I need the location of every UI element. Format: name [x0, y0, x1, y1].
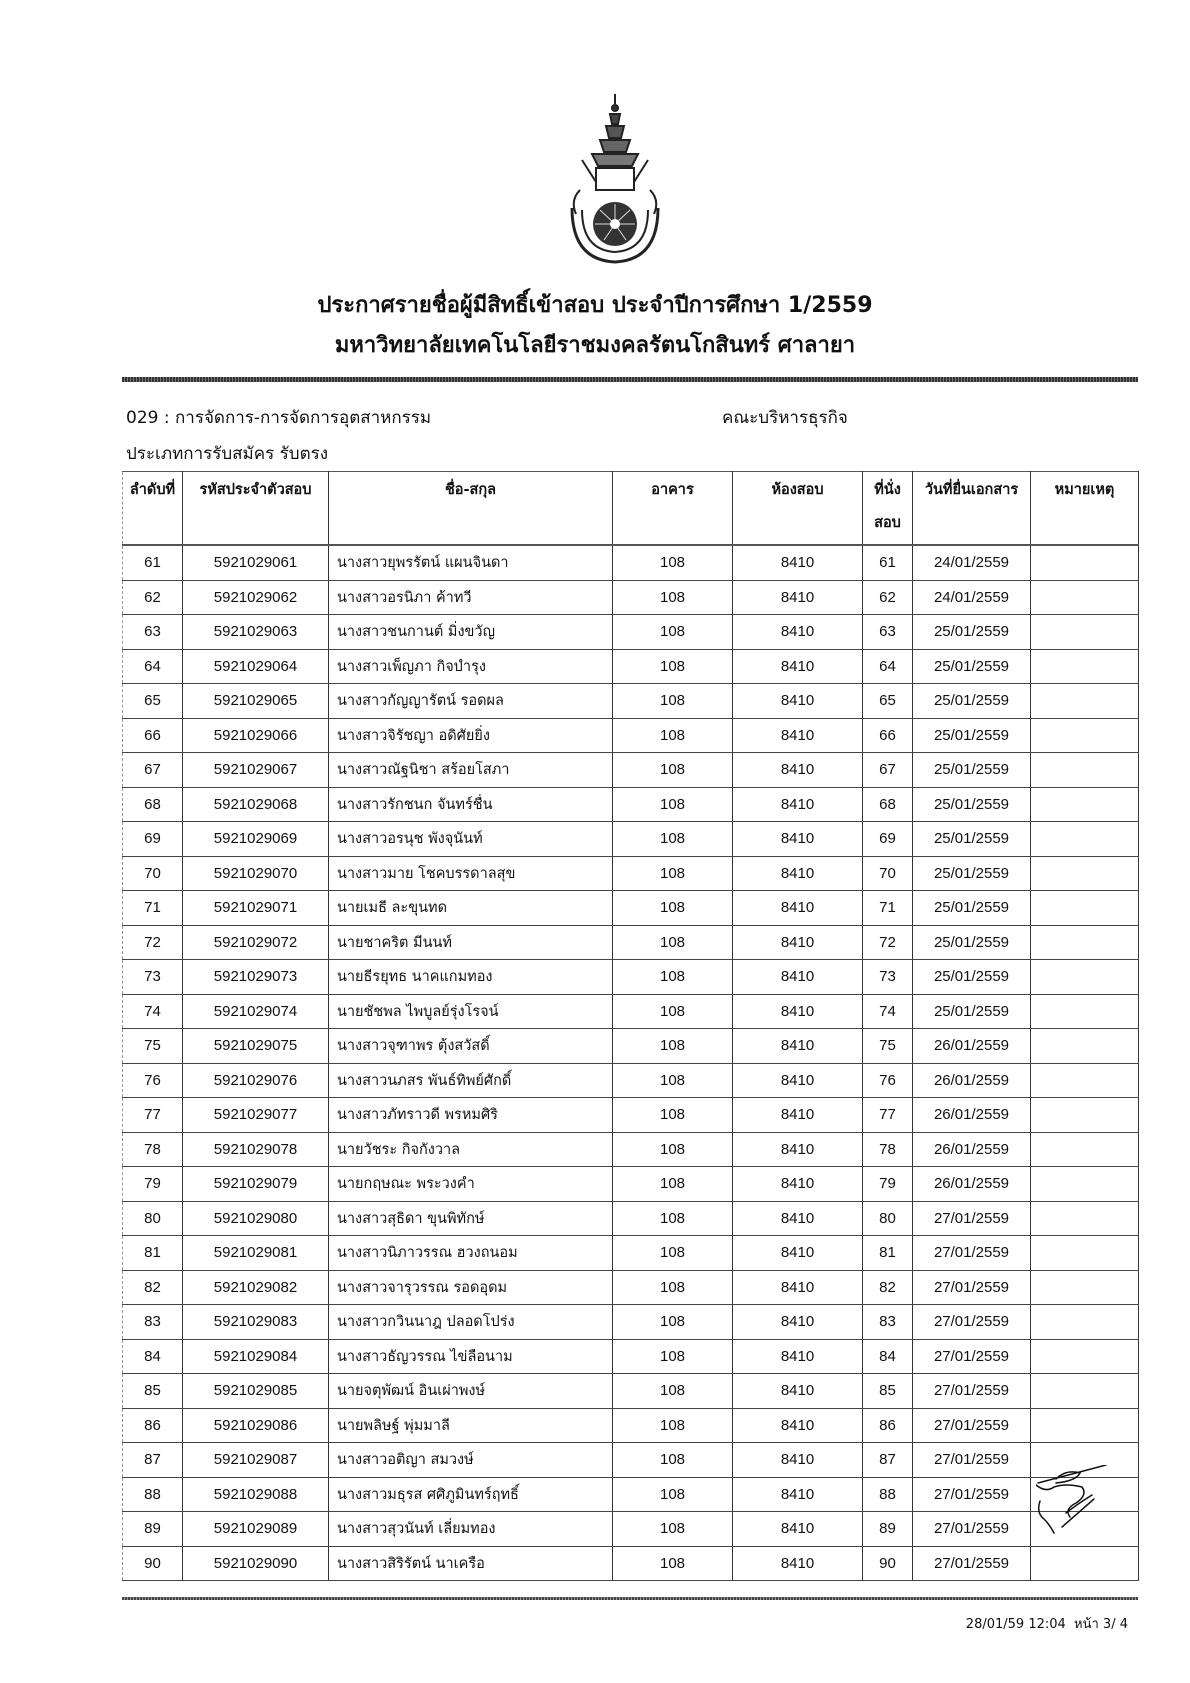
row-submit-date: 25/01/2559 [913, 753, 1031, 788]
row-exam-id: 5921029072 [183, 925, 329, 960]
row-building: 108 [613, 1167, 733, 1202]
row-name: นางสาวกัญญารัตน์ รอดผล [329, 684, 613, 719]
row-room: 8410 [733, 1512, 863, 1547]
row-exam-id: 5921029071 [183, 891, 329, 926]
row-remark [1031, 1408, 1139, 1443]
row-name: นายกฤษณะ พระวงคำ [329, 1167, 613, 1202]
row-index: 88 [123, 1477, 183, 1512]
row-submit-date: 25/01/2559 [913, 960, 1031, 995]
row-room: 8410 [733, 994, 863, 1029]
row-building: 108 [613, 1339, 733, 1374]
row-name: นางสาวอรนุช พังจุนันท์ [329, 822, 613, 857]
row-exam-id: 5921029089 [183, 1512, 329, 1547]
row-index: 62 [123, 580, 183, 615]
row-remark [1031, 1546, 1139, 1581]
row-building: 108 [613, 1443, 733, 1478]
row-seat: 74 [863, 994, 913, 1029]
row-name: นางสาวจารุวรรณ รอดอุดม [329, 1270, 613, 1305]
row-building: 108 [613, 856, 733, 891]
row-submit-date: 26/01/2559 [913, 1063, 1031, 1098]
row-remark [1031, 856, 1139, 891]
row-building: 108 [613, 1098, 733, 1133]
university-name: มหาวิทยาลัยเทคโนโลยีราชมงคลรัตนโกสินทร์ ศาลายา [334, 333, 856, 358]
row-seat: 86 [863, 1408, 913, 1443]
row-index: 73 [123, 960, 183, 995]
row-remark [1031, 718, 1139, 753]
table-row [123, 1512, 1139, 1547]
university-emblem-icon [560, 90, 670, 270]
row-exam-id: 5921029075 [183, 1029, 329, 1064]
row-name: นางสาวธัญวรรณ ไข่ลือนาม [329, 1339, 613, 1374]
table-row [123, 1270, 1139, 1305]
row-name: นางสาวมธุรส ศศิภูมินทร์ฤทธิ์ [329, 1477, 613, 1512]
row-room: 8410 [733, 925, 863, 960]
row-building: 108 [613, 1270, 733, 1305]
row-room: 8410 [733, 960, 863, 995]
row-name: นางสาวสุธิดา ขุนพิทักษ์ [329, 1201, 613, 1236]
header-room: ห้องสอบ [733, 472, 863, 546]
row-remark [1031, 580, 1139, 615]
row-building: 108 [613, 1408, 733, 1443]
row-name: นายธีรยุทธ นาคแกมทอง [329, 960, 613, 995]
row-submit-date: 25/01/2559 [913, 856, 1031, 891]
header-index: ลำดับที่ [123, 472, 183, 546]
row-submit-date: 26/01/2559 [913, 1029, 1031, 1064]
row-index: 86 [123, 1408, 183, 1443]
row-name: นางสาวนภสร พันธ์ทิพย์ศักดิ์ [329, 1063, 613, 1098]
row-remark [1031, 994, 1139, 1029]
print-timestamp: 28/01/59 12:04 [965, 1617, 1066, 1632]
row-exam-id: 5921029066 [183, 718, 329, 753]
row-exam-id: 5921029090 [183, 1546, 329, 1581]
row-index: 77 [123, 1098, 183, 1133]
row-exam-id: 5921029069 [183, 822, 329, 857]
row-seat: 84 [863, 1339, 913, 1374]
row-index: 80 [123, 1201, 183, 1236]
row-submit-date: 25/01/2559 [913, 718, 1031, 753]
row-submit-date: 27/01/2559 [913, 1305, 1031, 1340]
row-exam-id: 5921029082 [183, 1270, 329, 1305]
row-name: นางสาวสุวนันท์ เลี่ยมทอง [329, 1512, 613, 1547]
row-room: 8410 [733, 753, 863, 788]
table-row [123, 1201, 1139, 1236]
row-index: 67 [123, 753, 183, 788]
row-building: 108 [613, 1374, 733, 1409]
row-building: 108 [613, 1236, 733, 1271]
row-room: 8410 [733, 891, 863, 926]
table-row [123, 1236, 1139, 1271]
row-building: 108 [613, 787, 733, 822]
table-row [123, 960, 1139, 995]
row-seat: 85 [863, 1374, 913, 1409]
row-room: 8410 [733, 1167, 863, 1202]
row-remark [1031, 1236, 1139, 1271]
row-index: 66 [123, 718, 183, 753]
row-room: 8410 [733, 822, 863, 857]
row-exam-id: 5921029062 [183, 580, 329, 615]
row-exam-id: 5921029085 [183, 1374, 329, 1409]
row-exam-id: 5921029087 [183, 1443, 329, 1478]
table-row [123, 822, 1139, 857]
row-index: 72 [123, 925, 183, 960]
row-seat: 82 [863, 1270, 913, 1305]
admission-type-label: ประเภทการรับสมัคร รับตรง [126, 444, 329, 464]
row-building: 108 [613, 960, 733, 995]
table-row [123, 684, 1139, 719]
row-submit-date: 25/01/2559 [913, 649, 1031, 684]
row-room: 8410 [733, 787, 863, 822]
table-row [123, 1132, 1139, 1167]
row-seat: 69 [863, 822, 913, 857]
header-exam-id: รหัสประจำตัวสอบ [183, 472, 329, 546]
row-remark [1031, 1132, 1139, 1167]
table-row [123, 753, 1139, 788]
row-exam-id: 5921029064 [183, 649, 329, 684]
row-exam-id: 5921029084 [183, 1339, 329, 1374]
row-building: 108 [613, 994, 733, 1029]
row-exam-id: 5921029088 [183, 1477, 329, 1512]
row-exam-id: 5921029073 [183, 960, 329, 995]
row-exam-id: 5921029068 [183, 787, 329, 822]
row-index: 78 [123, 1132, 183, 1167]
row-building: 108 [613, 1132, 733, 1167]
row-exam-id: 5921029083 [183, 1305, 329, 1340]
row-name: นางสาวนิภาวรรณ ฮวงถนอม [329, 1236, 613, 1271]
table-row [123, 1339, 1139, 1374]
row-index: 76 [123, 1063, 183, 1098]
table-row [123, 1098, 1139, 1133]
row-building: 108 [613, 822, 733, 857]
row-submit-date: 26/01/2559 [913, 1132, 1031, 1167]
row-exam-id: 5921029074 [183, 994, 329, 1029]
row-submit-date: 24/01/2559 [913, 545, 1031, 580]
row-name: นางสาวอติญา สมวงษ์ [329, 1443, 613, 1478]
header-remark: หมายเหตุ [1031, 472, 1139, 546]
table-row [123, 1063, 1139, 1098]
row-building: 108 [613, 1546, 733, 1581]
row-name: นางสาวณัฐนิชา สร้อยโสภา [329, 753, 613, 788]
row-exam-id: 5921029077 [183, 1098, 329, 1133]
row-exam-id: 5921029079 [183, 1167, 329, 1202]
row-room: 8410 [733, 1546, 863, 1581]
row-index: 81 [123, 1236, 183, 1271]
header-divider [122, 377, 1138, 382]
row-index: 68 [123, 787, 183, 822]
row-name: นางสาวชนกานต์ มิ่งขวัญ [329, 615, 613, 650]
row-index: 84 [123, 1339, 183, 1374]
row-room: 8410 [733, 1408, 863, 1443]
row-room: 8410 [733, 1236, 863, 1271]
row-index: 89 [123, 1512, 183, 1547]
row-building: 108 [613, 753, 733, 788]
row-seat: 67 [863, 753, 913, 788]
row-room: 8410 [733, 1201, 863, 1236]
header-name: ชื่อ-สกุล [329, 472, 613, 546]
row-building: 108 [613, 1477, 733, 1512]
row-seat: 68 [863, 787, 913, 822]
row-room: 8410 [733, 1339, 863, 1374]
row-remark [1031, 787, 1139, 822]
row-building: 108 [613, 1063, 733, 1098]
table-row [123, 856, 1139, 891]
row-remark [1031, 1029, 1139, 1064]
header-seat-line2: สอบ [874, 515, 901, 531]
row-index: 61 [123, 545, 183, 580]
row-name: นายจตุพัฒน์ อินเผ่าพงษ์ [329, 1374, 613, 1409]
row-remark [1031, 1167, 1139, 1202]
row-remark [1031, 822, 1139, 857]
row-exam-id: 5921029080 [183, 1201, 329, 1236]
row-exam-id: 5921029078 [183, 1132, 329, 1167]
row-name: นายชัชพล ไพบูลย์รุ่งโรจน์ [329, 994, 613, 1029]
examinee-table [122, 471, 1139, 1581]
row-submit-date: 27/01/2559 [913, 1546, 1031, 1581]
row-name: นายเมธี ละขุนทด [329, 891, 613, 926]
row-submit-date: 26/01/2559 [913, 1098, 1031, 1133]
row-submit-date: 25/01/2559 [913, 891, 1031, 926]
row-submit-date: 25/01/2559 [913, 925, 1031, 960]
row-index: 64 [123, 649, 183, 684]
row-index: 74 [123, 994, 183, 1029]
row-exam-id: 5921029086 [183, 1408, 329, 1443]
row-room: 8410 [733, 615, 863, 650]
row-index: 63 [123, 615, 183, 650]
row-remark [1031, 1339, 1139, 1374]
row-remark [1031, 545, 1139, 580]
row-name: นางสาวภัทราวดี พรหมศิริ [329, 1098, 613, 1133]
row-building: 108 [613, 718, 733, 753]
row-submit-date: 27/01/2559 [913, 1477, 1031, 1512]
row-index: 65 [123, 684, 183, 719]
row-index: 82 [123, 1270, 183, 1305]
row-name: นางสาวเพ็ญภา กิจบำรุง [329, 649, 613, 684]
row-building: 108 [613, 925, 733, 960]
row-remark [1031, 1374, 1139, 1409]
table-header-row [123, 472, 1139, 546]
header-submit-date: วันที่ยื่นเอกสาร [913, 472, 1031, 546]
row-exam-id: 5921029061 [183, 545, 329, 580]
program-label: 029 : การจัดการ-การจัดการอุตสาหกรรม [126, 408, 432, 428]
page-number: หน้า 3/ 4 [1074, 1617, 1128, 1632]
row-room: 8410 [733, 1098, 863, 1133]
row-room: 8410 [733, 1374, 863, 1409]
table-row [123, 925, 1139, 960]
row-index: 83 [123, 1305, 183, 1340]
row-index: 69 [123, 822, 183, 857]
row-remark [1031, 1270, 1139, 1305]
row-room: 8410 [733, 1443, 863, 1478]
row-seat: 73 [863, 960, 913, 995]
row-submit-date: 27/01/2559 [913, 1374, 1031, 1409]
row-seat: 81 [863, 1236, 913, 1271]
table-row [123, 1029, 1139, 1064]
row-room: 8410 [733, 580, 863, 615]
table-row [123, 580, 1139, 615]
table-row [123, 1374, 1139, 1409]
table-row [123, 994, 1139, 1029]
table-row [123, 649, 1139, 684]
table-row [123, 1408, 1139, 1443]
row-remark [1031, 684, 1139, 719]
row-submit-date: 25/01/2559 [913, 615, 1031, 650]
row-submit-date: 27/01/2559 [913, 1270, 1031, 1305]
row-submit-date: 25/01/2559 [913, 994, 1031, 1029]
row-index: 87 [123, 1443, 183, 1478]
row-index: 75 [123, 1029, 183, 1064]
table-row [123, 1167, 1139, 1202]
row-submit-date: 27/01/2559 [913, 1236, 1031, 1271]
row-seat: 90 [863, 1546, 913, 1581]
row-submit-date: 26/01/2559 [913, 1167, 1031, 1202]
header-building: อาคาร [613, 472, 733, 546]
row-submit-date: 25/01/2559 [913, 822, 1031, 857]
row-seat: 63 [863, 615, 913, 650]
table-row [123, 545, 1139, 580]
row-name: นางสาวยุพรรัตน์ แผนจินดา [329, 545, 613, 580]
row-remark [1031, 925, 1139, 960]
row-submit-date: 24/01/2559 [913, 580, 1031, 615]
row-name: นางสาวรักชนก จันทร์ชื่น [329, 787, 613, 822]
row-remark [1031, 753, 1139, 788]
row-seat: 78 [863, 1132, 913, 1167]
header-seat-line1: ที่นั่ง [874, 482, 901, 498]
row-building: 108 [613, 615, 733, 650]
table-row [123, 615, 1139, 650]
row-name: นางสาวกวินนาฎ ปลอดโปร่ง [329, 1305, 613, 1340]
row-building: 108 [613, 1029, 733, 1064]
row-seat: 75 [863, 1029, 913, 1064]
row-index: 90 [123, 1546, 183, 1581]
table-row [123, 718, 1139, 753]
table-row [123, 1546, 1139, 1581]
row-name: นางสาวอรนิภา ค้าทวี [329, 580, 613, 615]
row-room: 8410 [733, 684, 863, 719]
row-remark [1031, 960, 1139, 995]
row-submit-date: 25/01/2559 [913, 684, 1031, 719]
row-remark [1031, 1063, 1139, 1098]
row-building: 108 [613, 1305, 733, 1340]
row-submit-date: 27/01/2559 [913, 1443, 1031, 1478]
row-index: 79 [123, 1167, 183, 1202]
row-seat: 79 [863, 1167, 913, 1202]
page-footer [966, 1613, 1128, 1634]
row-seat: 62 [863, 580, 913, 615]
row-room: 8410 [733, 856, 863, 891]
row-room: 8410 [733, 1063, 863, 1098]
row-seat: 89 [863, 1512, 913, 1547]
handwritten-signature-icon [1036, 1465, 1124, 1545]
row-seat: 83 [863, 1305, 913, 1340]
row-remark [1031, 1098, 1139, 1133]
header-seat [863, 472, 913, 546]
footer-divider [122, 1597, 1138, 1600]
table-row [123, 1305, 1139, 1340]
row-submit-date: 27/01/2559 [913, 1339, 1031, 1374]
row-room: 8410 [733, 1477, 863, 1512]
row-name: นายพลิษฐ์ พุ่มมาลี [329, 1408, 613, 1443]
row-remark [1031, 615, 1139, 650]
row-building: 108 [613, 1512, 733, 1547]
row-index: 85 [123, 1374, 183, 1409]
row-exam-id: 5921029070 [183, 856, 329, 891]
table-row [123, 891, 1139, 926]
row-name: นางสาวมาย โชคบรรดาลสุข [329, 856, 613, 891]
table-row [123, 1477, 1139, 1512]
row-remark [1031, 649, 1139, 684]
row-seat: 76 [863, 1063, 913, 1098]
row-building: 108 [613, 580, 733, 615]
row-room: 8410 [733, 545, 863, 580]
row-seat: 64 [863, 649, 913, 684]
row-room: 8410 [733, 1305, 863, 1340]
row-seat: 66 [863, 718, 913, 753]
row-seat: 70 [863, 856, 913, 891]
row-seat: 65 [863, 684, 913, 719]
row-room: 8410 [733, 1029, 863, 1064]
faculty-label: คณะบริหารธุรกิจ [722, 408, 848, 428]
row-building: 108 [613, 891, 733, 926]
row-submit-date: 25/01/2559 [913, 787, 1031, 822]
table-row [123, 787, 1139, 822]
row-exam-id: 5921029065 [183, 684, 329, 719]
row-remark [1031, 1201, 1139, 1236]
row-seat: 80 [863, 1201, 913, 1236]
row-submit-date: 27/01/2559 [913, 1408, 1031, 1443]
row-building: 108 [613, 684, 733, 719]
row-submit-date: 27/01/2559 [913, 1512, 1031, 1547]
row-room: 8410 [733, 649, 863, 684]
row-seat: 87 [863, 1443, 913, 1478]
row-room: 8410 [733, 718, 863, 753]
row-building: 108 [613, 545, 733, 580]
row-index: 70 [123, 856, 183, 891]
row-room: 8410 [733, 1270, 863, 1305]
row-name: นางสาวจุฑาพร ตุ้งสวัสดิ์ [329, 1029, 613, 1064]
row-name: นายวัชระ กิจกังวาล [329, 1132, 613, 1167]
announcement-title: ประกาศรายชื่อผู้มีสิทธิ์เข้าสอบ ประจำปีการศึกษา 1/2559 [317, 293, 873, 318]
row-building: 108 [613, 649, 733, 684]
row-submit-date: 27/01/2559 [913, 1201, 1031, 1236]
row-building: 108 [613, 1201, 733, 1236]
table-row [123, 1443, 1139, 1478]
row-seat: 88 [863, 1477, 913, 1512]
row-exam-id: 5921029063 [183, 615, 329, 650]
row-seat: 77 [863, 1098, 913, 1133]
row-remark [1031, 1305, 1139, 1340]
row-remark [1031, 891, 1139, 926]
row-exam-id: 5921029076 [183, 1063, 329, 1098]
row-exam-id: 5921029067 [183, 753, 329, 788]
row-name: นางสาวสิริรัตน์ นาเครือ [329, 1546, 613, 1581]
row-seat: 61 [863, 545, 913, 580]
row-seat: 72 [863, 925, 913, 960]
row-exam-id: 5921029081 [183, 1236, 329, 1271]
row-room: 8410 [733, 1132, 863, 1167]
row-name: นางสาวจิรัชญา อดิศัยยิ่ง [329, 718, 613, 753]
row-seat: 71 [863, 891, 913, 926]
row-name: นายชาคริต มีนนท์ [329, 925, 613, 960]
row-index: 71 [123, 891, 183, 926]
